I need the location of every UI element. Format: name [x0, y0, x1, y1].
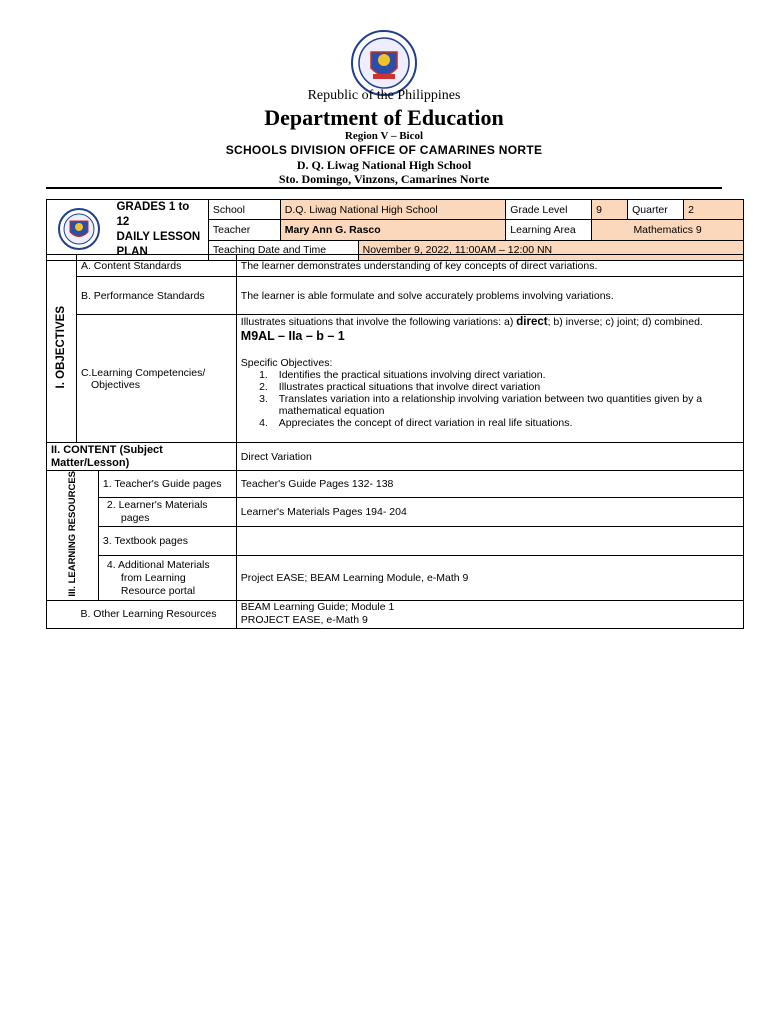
other-resources-value — [236, 600, 743, 628]
teacher-label: Teacher — [208, 220, 280, 240]
school-label: School — [208, 200, 280, 220]
area-value: Mathematics 9 — [592, 220, 744, 240]
header-rule — [46, 187, 722, 189]
republic-line: Republic of the Philippines — [307, 88, 461, 103]
address-line: Sto. Domingo, Vinzons, Camarines Norte — [278, 172, 490, 186]
lesson-main-table — [46, 254, 744, 629]
specific-objective: 2. Illustrates practical situations that involve direct variation — [271, 381, 739, 393]
performance-standards-label: B. Performance Standards — [76, 277, 236, 315]
additional-materials-label: 4. Additional Materials from Learning Resource portal — [98, 556, 236, 600]
date-value: November 9, 2022, 11:00AM – 12:00 NN — [358, 240, 743, 260]
dlp-title-2: DAILY LESSON — [116, 231, 201, 243]
lm-label: 2. Learner's Materials pages — [98, 498, 236, 527]
grade-value: 9 — [592, 200, 628, 220]
additional-materials-value: Project EASE; BEAM Learning Module, e-Math 9 — [236, 556, 743, 600]
deped-seal — [351, 30, 417, 96]
lesson-info-table — [46, 199, 744, 261]
grade-label: Grade Level — [506, 200, 592, 220]
date-label: Teaching Date and Time — [208, 240, 358, 260]
tb-value — [236, 527, 743, 556]
school-value: D.Q. Liwag National High School — [280, 200, 505, 220]
tb-label: 3. Textbook pages — [98, 527, 236, 556]
specific-objectives-list — [241, 369, 739, 429]
content-standards-value: The learner demonstrates understanding of key concepts of direct variations. — [236, 255, 743, 277]
content-standards-label: A. Content Standards — [76, 255, 236, 277]
competency-statement: Illustrates situations that involve the following variations: a) direct; b) inverse; c) joint; d) combined. — [240, 316, 703, 328]
quarter-value: 2 — [684, 200, 744, 220]
specific-objectives-heading: Specific Objectives: — [240, 357, 333, 369]
department-title: Department of Education — [264, 105, 504, 130]
specific-objective: 3. Translates variation into a relationship involving variation between two quantities given by a mathematical equation — [271, 393, 739, 417]
tg-value: Teacher's Guide Pages 132- 138 — [236, 471, 743, 498]
competencies-label — [76, 315, 236, 443]
school-line: D. Q. Liwag National High School — [296, 158, 472, 172]
resources-section-label: III. LEARNING RESOURCES — [66, 471, 78, 597]
specific-objective: 1. Identifies the practical situations involving direct variation. — [271, 369, 739, 381]
teacher-value: Mary Ann G. Rasco — [280, 220, 505, 240]
area-label: Learning Area — [506, 220, 592, 240]
dlp-title-3: PLAN — [116, 246, 148, 258]
lm-value: Learner's Materials Pages 194- 204 — [236, 498, 743, 527]
dlp-title-1: GRADES 1 to 12 — [116, 201, 190, 228]
other-resources-label: B. Other Learning Resources — [76, 600, 236, 628]
deped-logo-small — [51, 207, 106, 254]
division-line: SCHOOLS DIVISION OFFICE OF CAMARINES NORTE — [225, 143, 543, 157]
performance-standards-value: The learner is able formulate and solve accurately problems involving variations. — [236, 277, 743, 315]
content-label: II. CONTENT (Subject Matter/Lesson) — [47, 443, 237, 471]
competencies-label-1: C.Learning Competencies/ — [80, 366, 206, 379]
quarter-label: Quarter — [628, 200, 684, 220]
objectives-section-label: I. OBJECTIVES — [55, 305, 68, 389]
competencies-label-2: Objectives — [90, 378, 140, 391]
specific-objective: 4. Appreciates the concept of direct variation in real life situations. — [271, 417, 739, 429]
other-resources-line-1: BEAM Learning Guide; Module 1 — [240, 601, 395, 614]
other-resources-line-2: PROJECT EASE, e-Math 9 — [240, 614, 368, 627]
region-line: Region V – Bicol — [344, 130, 424, 142]
competencies-value — [236, 315, 743, 443]
tg-label: 1. Teacher's Guide pages — [98, 471, 236, 498]
competency-code: M9AL – IIa – b – 1 — [240, 329, 345, 343]
content-value: Direct Variation — [236, 443, 743, 471]
